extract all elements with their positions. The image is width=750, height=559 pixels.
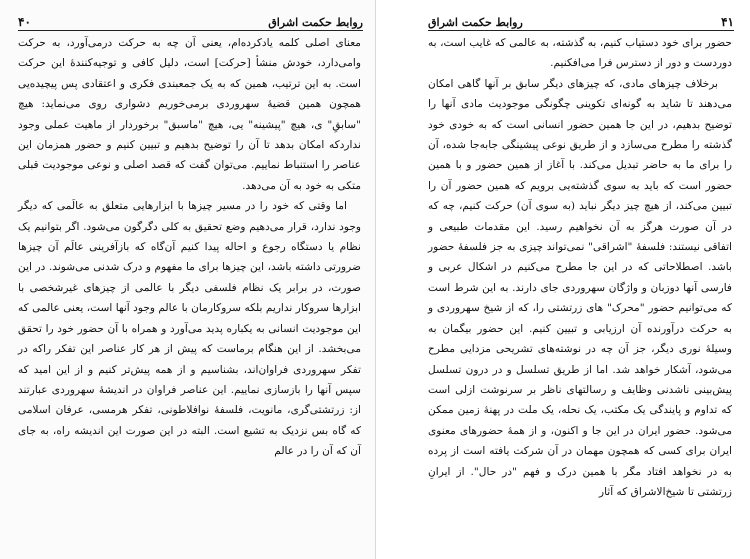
- paragraph: اما وقتی که خود را در مسیر چیزها با ابزارهایی متعلق به عالَمی که دیگر وجود ندارد، قرار می‌دهیم وضع تحقیق به کلی دگرگون می‌شود. اگر بتوانیم یک نظام یا دستگاه رجوع و احاله پیدا کنیم آن‌گاه که بازآفرینی عالَم آن چیزها ضرورتی داشته باشد، این چیزها برای ما مفهوم و درک شدنی می‌شوند. در این صورت، در برابر یک نظام فلسفی دیگر با عالمی از چیزهای غیرشخصی با ابزارها سروکار نداریم بلکه سروکارمان با عالم وجود آنها است، یعنی عالمی که این موجودیت انسانی به یکباره پدید می‌آورد و همراه با آن حضور خود را تحقق می‌بخشد. از این هنگام برماست که پیش از هر کار عناصر این تفکر راکه در تفکر سهروردی فراوان‌اند، بشناسیم و از همه پیش‌تر کنیم و از این امید که سپس آنها را بازسازی نماییم. این عناصر فراوان در اندیشهٔ سهروردی عبارتند از: زرتشتی‌گری، مانویت، فلسفهٔ نوافلاطونی، تفکر هرمسی، عرفان اسلامی که گاه بس نزدیک به تشیع است. البته در این صورت این اندیشه راه، به جای آن که آن را در عالم: [18, 200, 361, 458]
- left-page-body: [18, 33, 361, 551]
- left-running-title: روابط حکمت اشراق: [268, 16, 363, 29]
- left-page-header: [18, 11, 363, 31]
- paragraph: برخلاف چیزهای مادی، که چیزهای دیگر سابق بر آنها گاهی امکان می‌دهند تا شاید به گونه‌ای تکوینی چگونگی موجودیت مادی آنها را توضیح بدهیم، در این جا همین حضور انسانی است که به خودی خود گذشته را مطرح می‌سازد و از طریق نوعی پیشینگی جابه‌جا شده، آن را برای ما به حاضر تبدیل می‌کند. با آغاز از همین حضور و با همین حضور است که باید به سوی گذشته‌یی برویم که همین حضور آن را تبیین می‌کند، از هیچ چیز دیگر نباید (به سوی آن) حرکت کنیم، چه که در آن صورت هرگز به آن نخواهیم رسید. این مقدمات طبیعی و اتفاقی نیستند: فلسفهٔ "اشراقی" نمی‌تواند چیزی به جز فلسفهٔ حضور باشد. اصطلاحاتی که در این جا مطرح می‌کنیم در اشکال عربی و فارسی آنها دوزبان و واژگان سهروردی جای دارند. به این شرط است که می‌توانیم حضور "محرک" های زرتشتی را، که از شیخ سهروردی و به حرکت درآورنده آن ارزیابی و تبیین کنیم. این حضور بیگمان به وسیلهٔ نوری دیگر، جز آن چه در نوشته‌های تشریحی مزدایی مطرح می‌شود، آشکار خواهد شد. اما از طریق تسلسل و در درون تسلسل پیش‌بینی ناشدنی وظایف و رسالتهای ناظر بر سرنوشت ازلی است که تداوم و پایندگی یک مکتب، یک نحله، یک ملت در پهنهٔ زمین ممکن می‌شود. حضور ایران در این جا و اکنون، و از همهٔ حضورهای معنوی ایران برای کسی که همچون مهمان در آن شرکت یافته است از پرده به در نخواهد افتاد مگر با همین درک و فهم "در حال". از ایرانِ زرتشتی تا شیخ‌الاشراق که آثار: [428, 77, 732, 498]
- right-page-number: ۴۱: [721, 15, 734, 29]
- paragraph: حضور برای خود دستیاب کنیم، به گذشته، به عالمی که غایب است، به دوردست و دور از دسترس فرا می‌افکنیم.: [428, 37, 732, 70]
- paragraph: معنای اصلی کلمه یادکرده‌ام، یعنی آن چه به حرکت درمی‌آورد، به حرکت وامی‌دارد، خودش منشأ [حرکت] است، دلیل کافی و توجیه‌کنندهٔ این حرکت است. به این ترتیب، همین که به یک جمعبندی فکری و اعتقادی پس پیچیده‌یی همچون همین قضیهٔ سهروردی برمی‌خوریم دشواری روی می‌نماید: هیچ "سابقِ" ی، هیچ "پیشینه" یی، هیچ "ماسبق" برخوردار از ماهیت عملی وجود نداردکه امکان بدهد تا آن را توضیح بدهیم و تبیین کنیم و حضور همزمان این عناصر را استنباط نماییم. می‌توان گفت که قصد اصلی و نوعی موجودیت قبلی متکی به خود به آن می‌دهد.: [18, 37, 361, 192]
- right-page-header: [428, 11, 734, 31]
- left-page-number: ۴۰: [18, 15, 31, 29]
- right-page: [375, 0, 750, 559]
- right-page-body: [428, 33, 732, 551]
- right-running-title: روابط حکمت اشراق: [428, 16, 523, 29]
